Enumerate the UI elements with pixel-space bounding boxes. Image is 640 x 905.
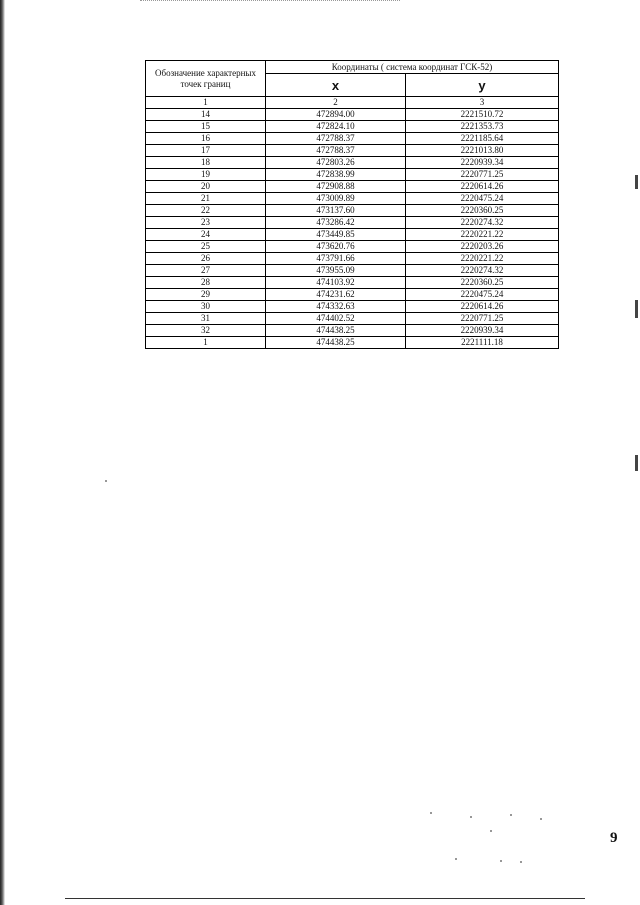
table-row [146, 145, 559, 157]
y-coordinate-cell: 2220771.25 [406, 313, 559, 325]
x-coordinate-cell: 472894.00 [266, 109, 406, 121]
table-row [146, 157, 559, 169]
column-number-3: 3 [406, 97, 559, 109]
x-coordinate-cell: 474438.25 [266, 337, 406, 349]
point-cell: 19 [146, 169, 266, 181]
table-row [146, 277, 559, 289]
x-coordinate-cell: 473791.66 [266, 253, 406, 265]
point-cell: 20 [146, 181, 266, 193]
point-cell: 14 [146, 109, 266, 121]
y-coordinate-cell: 2220771.25 [406, 169, 559, 181]
y-coordinate-cell: 2220939.34 [406, 157, 559, 169]
point-cell: 1 [146, 337, 266, 349]
table-row [146, 337, 559, 349]
scan-speck [540, 818, 542, 820]
scan-speck [470, 816, 472, 818]
table-row [146, 241, 559, 253]
x-coordinate-cell: 473009.89 [266, 193, 406, 205]
x-coordinate-cell: 474438.25 [266, 325, 406, 337]
point-cell: 16 [146, 133, 266, 145]
point-cell: 28 [146, 277, 266, 289]
table-row [146, 193, 559, 205]
table-row [146, 181, 559, 193]
scan-speck [105, 480, 107, 482]
point-cell: 23 [146, 217, 266, 229]
coordinates-rows [146, 109, 559, 349]
table-row [146, 253, 559, 265]
x-coordinate-cell: 472908.88 [266, 181, 406, 193]
y-coordinate-cell: 2220274.32 [406, 265, 559, 277]
table-row [146, 169, 559, 181]
column-number-2: 2 [266, 97, 406, 109]
table-row [146, 121, 559, 133]
point-cell: 24 [146, 229, 266, 241]
point-cell: 17 [146, 145, 266, 157]
x-coordinate-cell: 473449.85 [266, 229, 406, 241]
scan-edge-bottom [65, 898, 585, 899]
point-cell: 27 [146, 265, 266, 277]
x-coordinate-cell: 473955.09 [266, 265, 406, 277]
y-coordinate-cell: 2220203.26 [406, 241, 559, 253]
header-axis-y: y [406, 74, 559, 97]
scan-mark [635, 300, 638, 318]
y-coordinate-cell: 2220360.25 [406, 277, 559, 289]
x-coordinate-cell: 474103.92 [266, 277, 406, 289]
x-coordinate-cell: 474231.62 [266, 289, 406, 301]
x-coordinate-cell: 472838.99 [266, 169, 406, 181]
column-number-1: 1 [146, 97, 266, 109]
point-cell: 18 [146, 157, 266, 169]
table-row [146, 217, 559, 229]
y-coordinate-cell: 2220614.26 [406, 301, 559, 313]
header-point-designation: Обозначение характерных точек границ [146, 61, 266, 97]
y-coordinate-cell: 2220221.22 [406, 229, 559, 241]
table-row [146, 109, 559, 121]
x-coordinate-cell: 473620.76 [266, 241, 406, 253]
y-coordinate-cell: 2220475.24 [406, 193, 559, 205]
header-coordinates: Координаты ( система координат ГСК-52) [266, 61, 559, 74]
scan-edge-top [140, 0, 400, 5]
y-coordinate-cell: 2220614.26 [406, 181, 559, 193]
x-coordinate-cell: 472803.26 [266, 157, 406, 169]
x-coordinate-cell: 473286.42 [266, 217, 406, 229]
x-coordinate-cell: 474332.63 [266, 301, 406, 313]
table-row [146, 229, 559, 241]
point-cell: 26 [146, 253, 266, 265]
point-cell: 21 [146, 193, 266, 205]
scan-mark [635, 175, 638, 189]
scan-edge-left [0, 0, 5, 905]
x-coordinate-cell: 472788.37 [266, 133, 406, 145]
point-cell: 30 [146, 301, 266, 313]
coordinates-table [145, 60, 559, 349]
scan-speck [490, 830, 492, 832]
x-coordinate-cell: 474402.52 [266, 313, 406, 325]
table-row [146, 325, 559, 337]
y-coordinate-cell: 2221510.72 [406, 109, 559, 121]
scan-speck [510, 814, 512, 816]
scan-speck [500, 860, 502, 862]
scan-speck [455, 858, 457, 860]
point-cell: 32 [146, 325, 266, 337]
y-coordinate-cell: 2221013.80 [406, 145, 559, 157]
x-coordinate-cell: 472788.37 [266, 145, 406, 157]
x-coordinate-cell: 473137.60 [266, 205, 406, 217]
y-coordinate-cell: 2221111.18 [406, 337, 559, 349]
table-row [146, 133, 559, 145]
y-coordinate-cell: 2220274.32 [406, 217, 559, 229]
table-row [146, 205, 559, 217]
point-cell: 15 [146, 121, 266, 133]
scan-mark [635, 455, 638, 471]
x-coordinate-cell: 472824.10 [266, 121, 406, 133]
page-number: 9 [610, 830, 618, 846]
point-cell: 31 [146, 313, 266, 325]
y-coordinate-cell: 2221353.73 [406, 121, 559, 133]
y-coordinate-cell: 2220939.34 [406, 325, 559, 337]
table-row [146, 301, 559, 313]
y-coordinate-cell: 2221185.64 [406, 133, 559, 145]
y-coordinate-cell: 2220360.25 [406, 205, 559, 217]
table-header-row [146, 61, 559, 74]
y-coordinate-cell: 2220221.22 [406, 253, 559, 265]
scan-speck [430, 812, 432, 814]
header-axis-x: x [266, 74, 406, 97]
point-cell: 29 [146, 289, 266, 301]
point-cell: 22 [146, 205, 266, 217]
table-row [146, 313, 559, 325]
point-cell: 25 [146, 241, 266, 253]
table-row [146, 289, 559, 301]
table-column-number-row [146, 97, 559, 109]
table-row [146, 265, 559, 277]
y-coordinate-cell: 2220475.24 [406, 289, 559, 301]
scan-speck [520, 861, 522, 863]
